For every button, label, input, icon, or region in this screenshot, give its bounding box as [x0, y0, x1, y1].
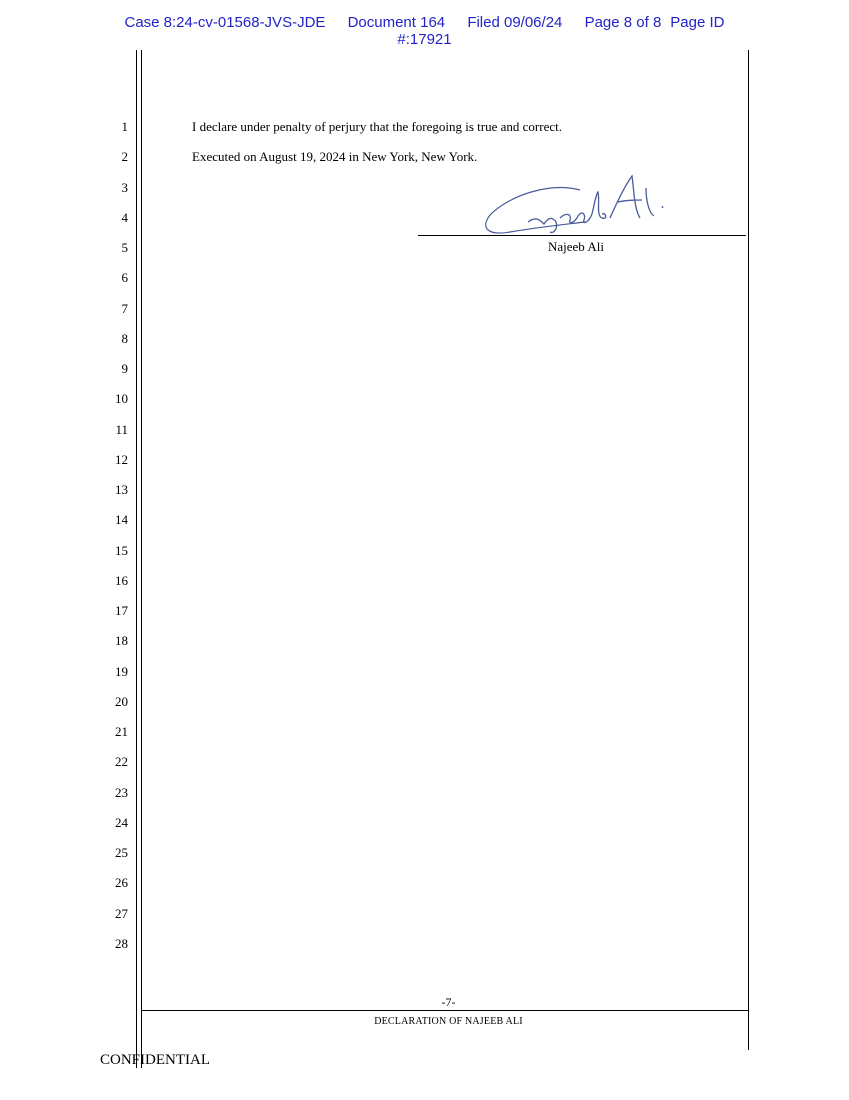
line-number: 5	[121, 240, 128, 255]
right-margin-rule	[748, 50, 749, 1050]
handwritten-signature	[470, 170, 710, 240]
line-number: 21	[115, 724, 128, 739]
line-number: 20	[115, 693, 128, 709]
signer-name: Najeeb Ali	[548, 239, 604, 254]
line-number: 28	[115, 935, 128, 951]
filing-header	[0, 14, 849, 48]
confidential-label: CONFIDENTIAL	[100, 1052, 210, 1068]
left-margin-rule-outer	[136, 50, 137, 1068]
line-number: 4	[121, 209, 128, 225]
line-number: 10	[115, 391, 128, 407]
line-number: 9	[121, 361, 128, 376]
declaration-statement: I declare under penalty of perjury that the foregoing is true and correct.	[192, 119, 562, 134]
line-number: 24	[115, 814, 128, 830]
line-number: 19	[115, 663, 128, 679]
line-number: 8	[121, 330, 128, 346]
line-number: 6	[121, 270, 128, 286]
line-number: 23	[115, 784, 128, 800]
line-number: 18	[115, 633, 128, 649]
line-number: 12	[115, 451, 128, 467]
line-number: 17	[115, 603, 128, 618]
left-margin-rule-inner	[141, 50, 142, 1068]
page-id-label: Page ID	[670, 14, 725, 31]
document-title: DECLARATION OF NAJEEB ALI	[374, 1016, 523, 1027]
footer-rule	[141, 1010, 749, 1011]
signature-line	[418, 235, 746, 236]
page-count: Page 8 of 8	[584, 14, 662, 31]
line-number: 2	[121, 149, 128, 165]
line-number: 26	[115, 875, 128, 891]
case-number: Case 8:24-cv-01568-JVS-JDE	[124, 14, 326, 31]
document-number: Document 164	[347, 14, 446, 31]
line-number: 11	[115, 421, 128, 437]
line-number: 14	[115, 512, 128, 528]
line-number: 1	[121, 119, 128, 134]
line-number: 22	[115, 754, 128, 770]
line-number: 7	[121, 300, 128, 316]
line-number: 15	[115, 542, 128, 558]
line-number: 25	[115, 845, 128, 860]
line-number: 27	[115, 905, 128, 921]
line-number: 16	[115, 572, 128, 588]
page-id-number: #:17921	[397, 31, 452, 48]
execution-statement: Executed on August 19, 2024 in New York, New York.	[192, 149, 478, 164]
filed-date: Filed 09/06/24	[467, 14, 563, 31]
line-number: 13	[115, 482, 128, 497]
page-number: -7-	[441, 995, 456, 1009]
line-number: 3	[121, 179, 128, 195]
